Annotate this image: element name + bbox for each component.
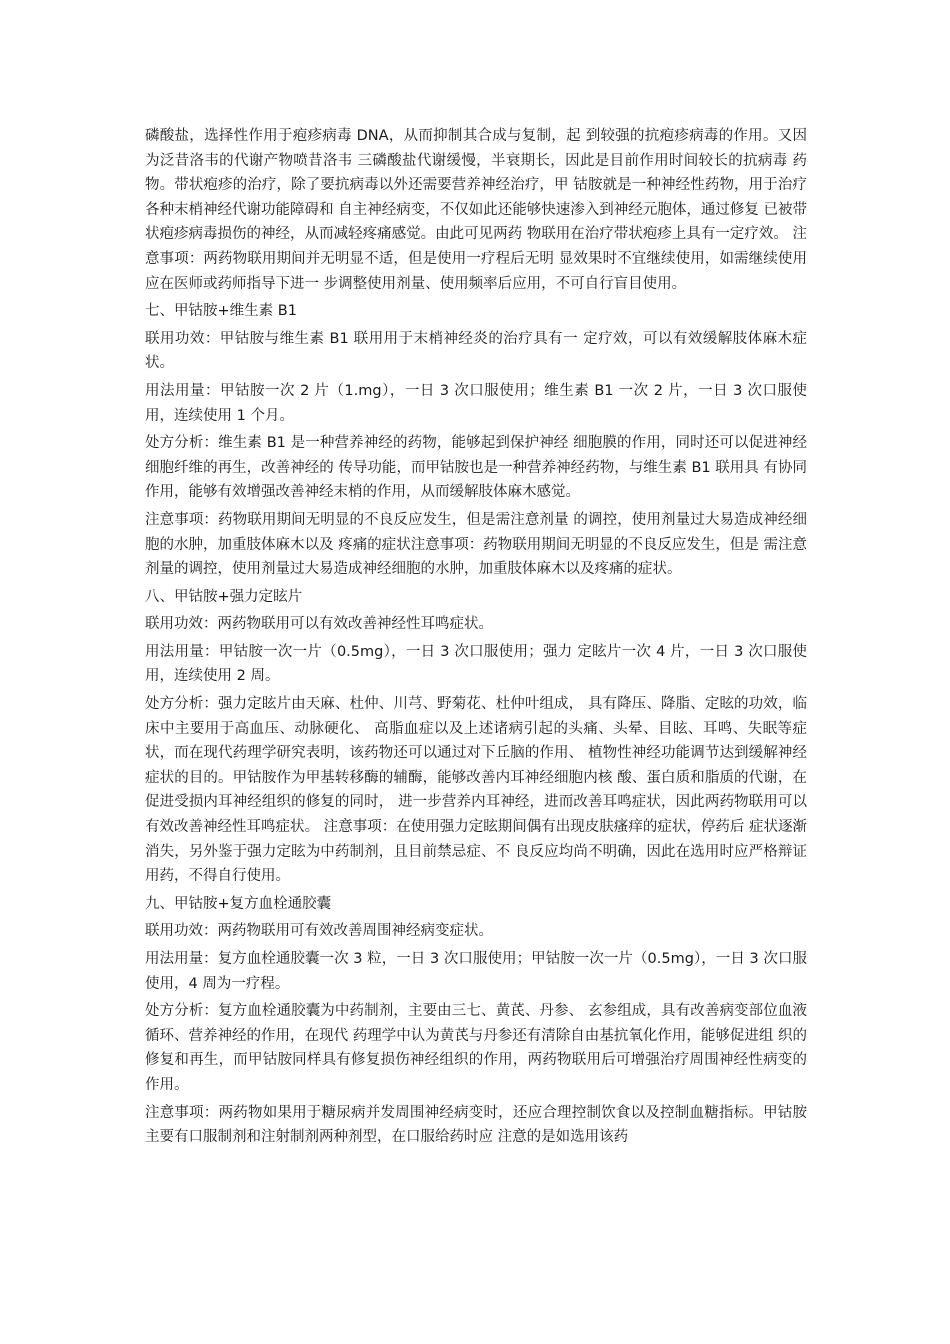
section-heading-8: 八、甲钴胺+强力定眩片 xyxy=(145,588,303,605)
paragraph-8-analysis: 处方分析：强力定眩片由天麻、杜仲、川芎、野菊花、杜仲叶组成， 具有降压、降脂、定眩的功效，临床中主要用于高血压、动脉硬化、 高脂血症以及上述诸病引起的头痛、头晕、目眩、耳鸣、失眠等症 状，而在现代药理学研究表明，该药物还可以通过对下丘脑的作用、 植物性神经功能调节达到缓解神经症状的目的。甲钴胺作为甲基转移酶的辅酶，能够改善内耳神经细胞内核 酸、蛋白质和脂质的代谢，在促进受损内耳神经组织的修复的同时， 进一步营养内耳神经，进而改善耳鸣症状，因此两药物联用可以有效改善神经性耳鸣症状。 注意事项：在使用强力定眩期间偶有出现皮肤瘙痒的症状，停药后 症状逐渐消失，另外鉴于强力定眩为中药制剂，且目前禁忌症、不 良反应均尚不明确，因此在选用时应严格辩证用药，不得自行使用。 xyxy=(145,696,807,885)
paragraph-7-precautions: 注意事项：药物联用期间无明显的不良反应发生，但是需注意剂量 的调控，使用剂量过大易造成神经细胞的水肿，加重肢体麻木以及 疼痛的症状注意事项：药物联用期间无明显的不良反应发生，但是 需注意剂量的调控，使用剂量过大易造成神经细胞的水肿，加重肢体麻木以及疼痛的症状。 xyxy=(145,511,807,578)
paragraph-9-analysis: 处方分析：复方血栓通胶囊为中药制剂，主要由三七、黄芪、丹参、 玄参组成，具有改善病变部位血液循环、营养神经的作用，在现代 药理学中认为黄芪与丹参还有清除自由基抗氧化作用，能够促进组 织的修复和再生，而甲钴胺同样具有修复损伤神经组织的作用，两药物联用后可增强治疗周围神经性病变的作用。 xyxy=(145,1003,807,1093)
paragraph-9-efficacy: 联用功效：两药物联用可有效改善周围神经病变症状。 xyxy=(145,923,493,940)
paragraph-8-dosage: 用法用量：甲钴胺一次一片（0.5mg），一日 3 次口服使用；强力 定眩片一次 4 片，一日 3 次口服使用，连续使用 2 周。 xyxy=(145,643,807,685)
paragraph-8-efficacy: 联用功效：两药物联用可以有效改善神经性耳鸣症状。 xyxy=(145,616,493,633)
section-heading-7: 七、甲钴胺+维生素 B1 xyxy=(145,303,297,320)
paragraph-9-dosage: 用法用量：复方血栓通胶囊一次 3 粒，一日 3 次口服使用；甲钴胺一次一片（0.5mg），一日 3 次口服使用，4 周为一疗程。 xyxy=(145,951,807,992)
paragraph-intro: 磷酸盐，选择性作用于疱疹病毒 DNA，从而抑制其合成与复制，起 到较强的抗疱疹病毒的作用。又因为泛昔洛韦的代谢产物喷昔洛韦 三磷酸盐代谢缓慢，半衰期长，因此是目前作用时间较长的抗病毒 药物。带状疱疹的治疗，除了要抗病毒以外还需要营养神经治疗，甲 钴胺就是一种神经性药物，用于治疗各种末梢神经代谢功能障碍和 自主神经病变，不仅如此还能够快速渗入到神经元胞体，通过修复 已被带状疱疹病毒损伤的神经，从而减轻疼痛感觉。由此可见两药 物联用在治疗带状疱疹上具有一定疗效。 注意事项：两药物联用期间并无明显不适，但是使用一疗程后无明 显效果时不宜继续使用，如需继续使用应在医师或药师指导下进一 步调整使用剂量、使用频率后应用，不可自行盲目使用。 xyxy=(145,128,807,292)
document-page xyxy=(145,124,807,1153)
section-heading-9: 九、甲钴胺+复方血栓通胶囊 xyxy=(145,895,332,912)
paragraph-7-dosage: 用法用量：甲钴胺一次 2 片（1.mg），一日 3 次口服使用；维生素 B1 一次 2 片，一日 3 次口服使用，连续使用 1 个月。 xyxy=(145,382,807,424)
paragraph-9-precautions: 注意事项：两药物如果用于糖尿病并发周围神经病变时，还应合理控制饮食以及控制血糖指标。甲钴胺主要有口服制剂和注射制剂两种剂型，在口服给药时应 注意的是如选用该药 xyxy=(145,1104,807,1146)
paragraph-7-analysis: 处方分析：维生素 B1 是一种营养神经的药物，能够起到保护神经 细胞膜的作用，同时还可以促进神经细胞纤维的再生，改善神经的 传导功能，而甲钴胺也是一种营养神经药物，与维生素 B1 联用具 有协同作用，能够有效增强改善神经末梢的作用，从而缓解肢体麻木感觉。 xyxy=(145,435,807,501)
paragraph-7-efficacy: 联用功效：甲钴胺与维生素 B1 联用用于末梢神经炎的治疗具有一 定疗效，可以有效缓解肢体麻木症状。 xyxy=(145,330,807,372)
